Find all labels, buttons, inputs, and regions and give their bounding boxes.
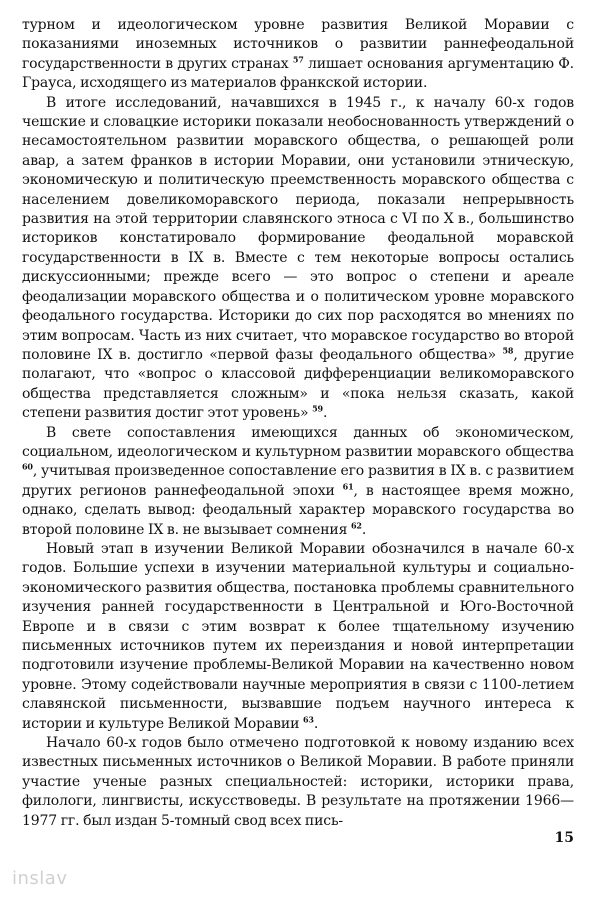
page-number: 15 xyxy=(554,830,574,846)
footnote-ref: 58 xyxy=(502,345,514,356)
footnote-ref: 60 xyxy=(22,461,33,472)
text-run: . xyxy=(361,521,367,538)
paragraph xyxy=(22,734,574,831)
watermark-logo: inslav xyxy=(12,868,68,889)
footnote-ref: 61 xyxy=(342,481,354,492)
text-run: , другие полагают, что «вопрос о классовой дифференциации великоморавского общества представляется сложным» и «пока нельзя сказать, какой степени развития достиг этот уровень» xyxy=(22,346,574,422)
text-run: лишает основания аргументацию Ф. Грауса, исходящего из материалов франкской истории. xyxy=(22,55,574,92)
footnote-ref: 57 xyxy=(292,54,304,65)
text-run: В свете сопоставления имеющихся данных об экономическом, социальном, идеологическом и культурном развитии моравского общества xyxy=(22,424,574,460)
paragraph xyxy=(22,94,574,424)
page-text xyxy=(22,16,574,831)
text-run: турном и идеологическом уровне развития Великой Моравии с показаниями иноземных источников о развитии раннефеодальной государственности в других странах xyxy=(22,17,574,72)
text-run: . xyxy=(313,715,319,732)
text-run: В итоге исследований, начавшихся в 1945 г., к началу 60-х годов чешские и словацкие историки показали необоснованность утверждений о несамостоятельном развитии моравского общества, о решающей роли авар, а затем франков в истории Моравии, они установили этническую, экономическую и политическую преемственность моравского общества с населением довеликоморавского периода, показали непрерывность развития на этой территории славянского этноса с VI по X в., большинство историков констатировало формирование феодальной моравской государственности в IX в. Вместе с тем некоторые вопросы остались дискуссионными; прежде всего — это вопрос о степени и ареале феодализации моравского общества и о политическом уровне моравского феодального государства. Историки до сих пор расходятся во мнениях по этим вопросам. Часть из них считает, что моравское государство во второй половине IX в. достигло «первой фазы феодального общества» xyxy=(22,94,574,363)
text-run: , в настоящее время можно, однако, сделать вывод: феодальный характер моравского государства во второй половине IX в. не вызывает сомнения xyxy=(22,482,574,538)
paragraph xyxy=(22,424,574,540)
text-run: Начало 60-х годов было отмечено подготовкой к новому изданию всех известных письменных источников о Великой Моравии. В работе приняли участие ученые разных специальностей: историки, историки права, филологи, лингвисты, искусствоведы. В результате на протяжении 1966—1977 гг. был издан 5-томный свод всех пись- xyxy=(22,735,574,829)
footnote-ref: 63 xyxy=(302,713,314,724)
footnote-ref: 59 xyxy=(312,403,323,414)
paragraph xyxy=(22,540,574,734)
text-run: , учитывая произведенное сопоставление его развития в IX в. с развитием других регионов раннефеодальной эпохи xyxy=(22,463,574,499)
footnote-ref: 62 xyxy=(350,519,362,530)
text-run: . xyxy=(322,405,328,422)
text-run: Новый этап в изучении Великой Моравии обозначился в начале 60-х годов. Большие успехи в изучении материальной культуры и социально-экономического развития общества, постановка проблемы сравнительного изучения ранней государственности в Центральной и Юго-Восточной Европе и в связи с этим возврат к более тщательному изучению письменных источников путем их переиздания и новой интерпретации подготовили изучение проблемы-Великой Моравии на качественно новом уровне. Этому содействовали научные мероприятия в связи с 1100-летием славянской письменности, вызвавшие подъем научного интереса к истории и культуре Великой Моравии xyxy=(22,540,574,732)
paragraph xyxy=(22,16,574,94)
